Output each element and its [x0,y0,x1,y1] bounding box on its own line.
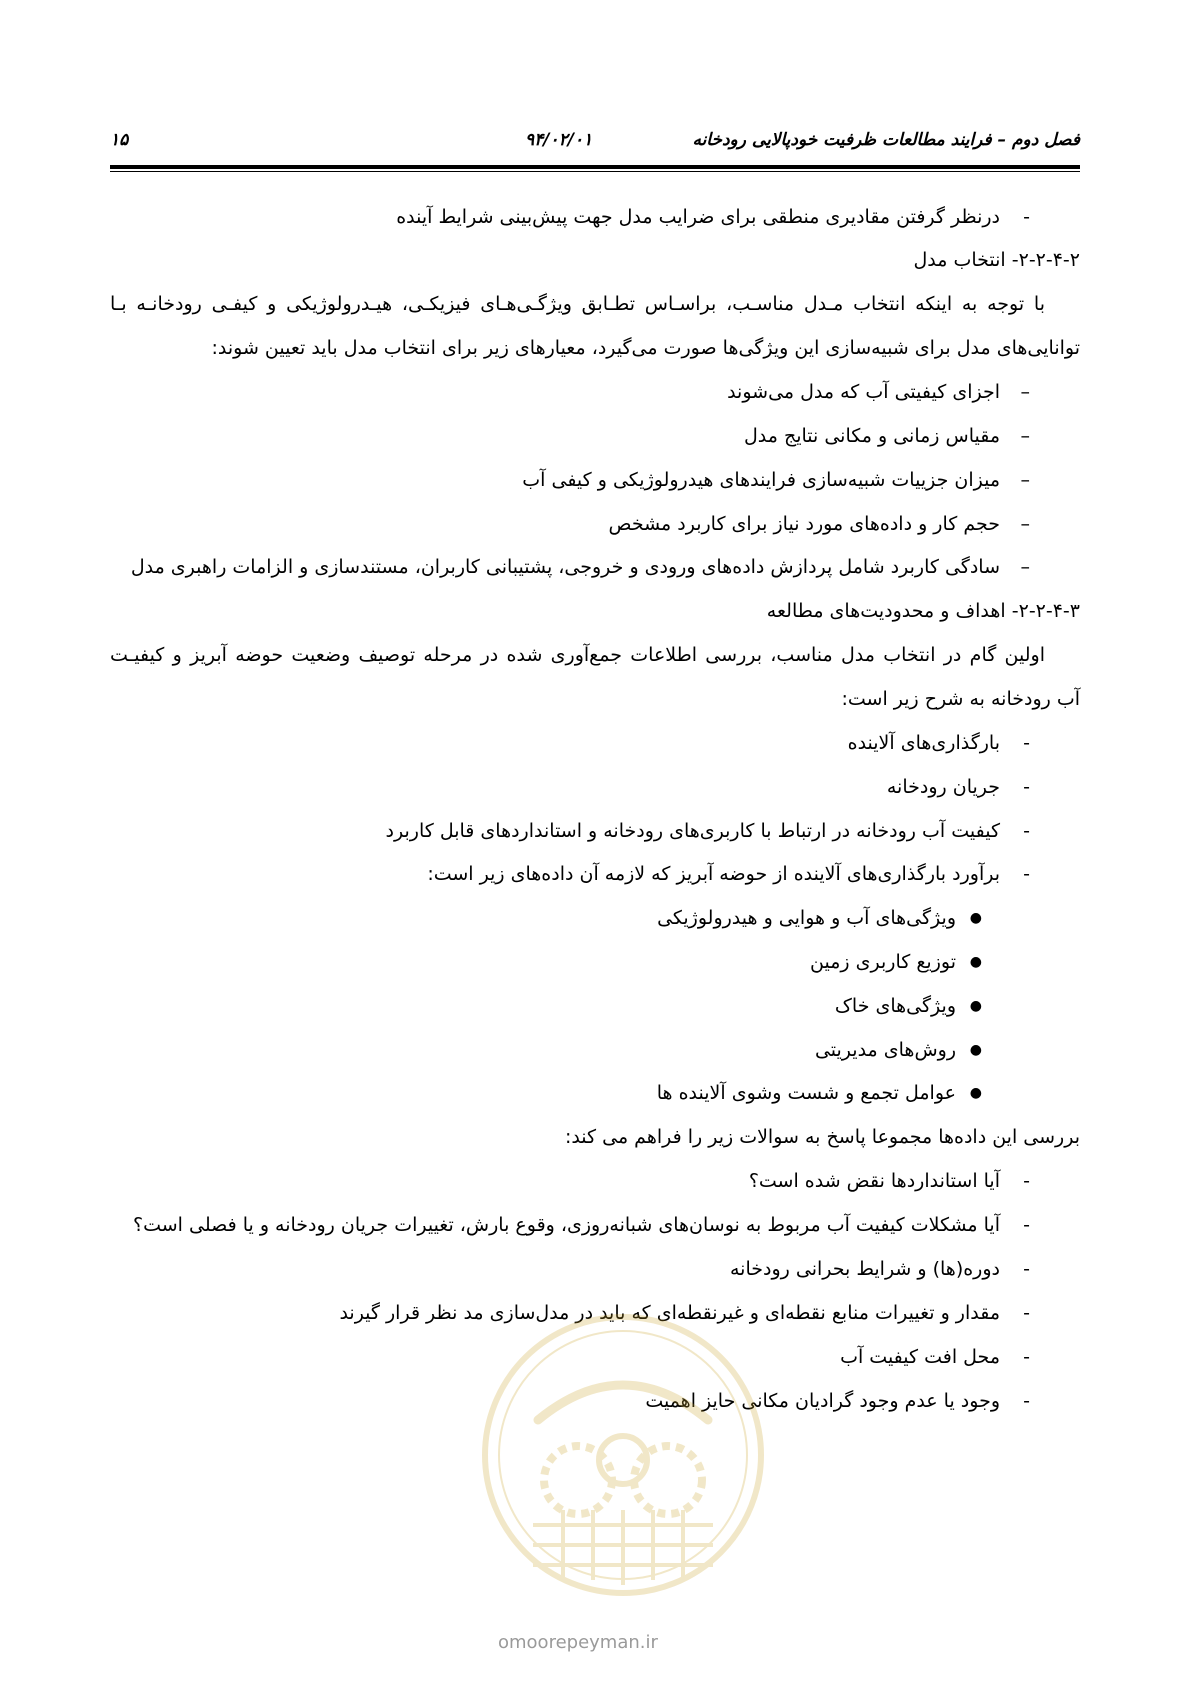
dash-marker: - [1023,206,1030,228]
bullet-icon: ● [969,954,982,970]
list-item: -مقدار و تغییرات منابع نقطه‌ای و غیرنقطه‌ای که باید در مدل‌سازی مد نظر قرار گیرند [339,1302,1030,1324]
paragraph-line: با توجه به اینکه انتخاب مـدل مناسـب، براسـاس تطـابق ویژگـی‌هـای فیزیکـی، هیـدرولوژیکی و کیفـی رودخانـه بـا [110,293,1045,315]
list-item: –میزان جزییات شبیه‌سازی فرایندهای هیدرولوژیکی و کیفی آب [522,469,1030,491]
list-item: -برآورد بارگذاری‌های آلاینده از حوضه آبریز که لازمه آن داده‌های زیر است: [427,863,1030,885]
paragraph-line: اولین گام در انتخاب مدل مناسب، بررسی اطلاعات جمع‌آوری شده در مرحله توصیف وضعیت حوضه آبریز و کیفیـت [110,644,1045,666]
bullet-item: ●توزیع کاربری زمین [110,947,982,977]
list-item: -آیا استانداردها نقض شده است؟ [748,1170,1030,1192]
header-rule-thick [110,165,1080,169]
list-item: -کیفیت آب رودخانه در ارتباط با کاربری‌های رودخانه و استانداردهای قابل کاربرد [385,820,1030,842]
list-item: –مقیاس زمانی و مکانی نتایج مدل [743,425,1030,447]
list-item: -دوره(ها) و شرایط بحرانی رودخانه [730,1258,1030,1280]
watermark-logo-icon [478,1310,768,1600]
bullet-item: ●ویژگی‌های خاک [110,991,982,1021]
list-item: -جریان رودخانه [886,776,1030,798]
list-item: -محل افت کیفیت آب [840,1346,1030,1368]
page-number: ۱۵ [110,130,129,150]
section-heading: ۲-۲-۴-۲- انتخاب مدل [913,249,1080,271]
list-item: –سادگی کاربرد شامل پردازش داده‌های ورودی و خروجی، پشتیبانی کاربران، مستندسازی و الزامات راهبری مدل [130,556,1030,578]
list-item: –حجم کار و داده‌های مورد نیاز برای کاربرد مشخص [608,513,1030,535]
bullet-icon: ● [969,1042,982,1058]
list-item: -وجود یا عدم وجود گرادیان مکانی حایز اهمیت [645,1390,1030,1412]
paragraph-line: آب رودخانه به شرح زیر است: [841,688,1080,710]
bullet-item: ●ویژگی‌های آب و هوایی و هیدرولوژیکی [110,903,982,933]
bullet-icon: ● [969,1085,982,1101]
chapter-title: فصل دوم – فرایند مطالعات ظرفیت خودپالایی رودخانه [692,130,1080,150]
page-header [110,130,1080,160]
paragraph-line: بررسی این داده‌ها مجموعا پاسخ به سوالات زیر را فراهم می کند: [564,1126,1080,1148]
list-item: –اجزای کیفیتی آب که مدل می‌شوند [727,381,1030,403]
bullet-item: ●روش‌های مدیریتی [110,1035,982,1065]
paragraph-line: توانایی‌های مدل برای شبیه‌سازی این ویژگی‌ها صورت می‌گیرد، معیارهای زیر برای انتخاب مدل باید تعیین شوند: [211,337,1080,359]
list-item: -بارگذاری‌های آلاینده [847,732,1030,754]
bullet-icon: ● [969,998,982,1014]
header-rule-thin [110,171,1080,172]
bullet-item: ●عوامل تجمع و شست وشوی آلاینده ها [110,1078,982,1108]
watermark-site-text: omoorepeyman.ir [498,1632,658,1653]
section-heading: ۲-۲-۴-۳- اهداف و محدودیت‌های مطالعه [766,600,1080,622]
list-item: -آیا مشکلات کیفیت آب مربوط به نوسان‌های شبانه‌روزی، وقوع بارش، تغییرات جریان رودخانه و یا فصلی است؟ [133,1214,1030,1236]
bullet-icon: ● [969,910,982,926]
header-date: ۹۴/۰۲/۰۱ [525,130,593,150]
list-item: -درنظر گرفتن مقادیری منطقی برای ضرایب مدل جهت پیش‌بینی شرایط آینده [110,202,1030,232]
